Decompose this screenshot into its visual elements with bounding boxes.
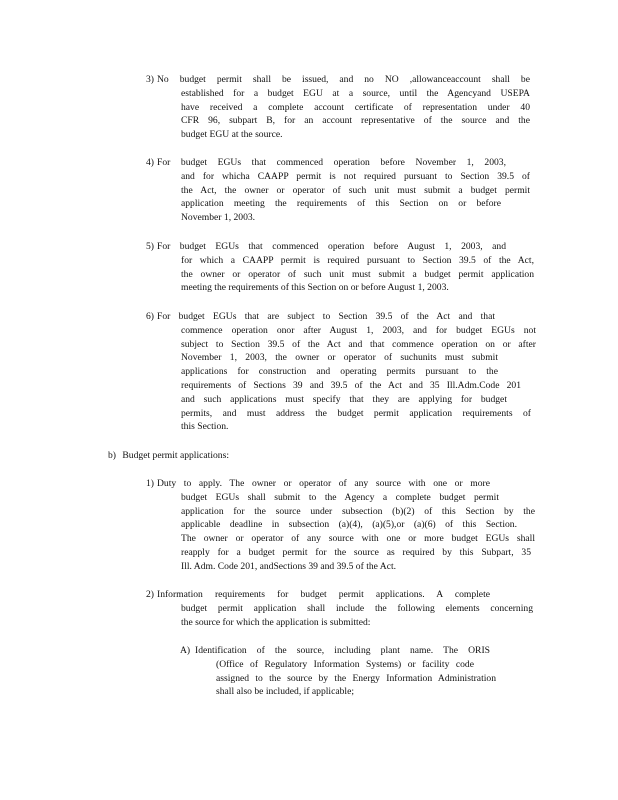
paragraph-line: budget EGU at the source.: [181, 129, 283, 141]
paragraph-a5: [146, 240, 536, 296]
paragraph-line: the source for which the application is submitted:: [181, 616, 371, 628]
item-marker: 3): [146, 74, 154, 85]
paragraph-a6: [146, 310, 538, 436]
paragraph-a3: [146, 73, 530, 143]
paragraph-line: November 1, 2003.: [181, 212, 256, 224]
paragraph-line: the Act, the owner or operator of such unit must submit a budget permit: [181, 184, 530, 196]
paragraph-first-line: Information requirements for budget permit applications. A complete: [157, 589, 490, 600]
paragraph-line: have received a complete account certificate of representation under 40: [181, 101, 530, 113]
paragraph-a4: [146, 156, 530, 226]
paragraph-line: The owner or operator of any source with one or more budget EGUs shall: [181, 533, 535, 545]
paragraph-b2a: [180, 644, 500, 700]
paragraph-b2: [146, 588, 536, 630]
item-marker: 5): [146, 241, 154, 252]
paragraph-first-line: For budget EGUs that commenced operation before August 1, 2003, and: [157, 241, 506, 252]
item-marker: 1): [146, 478, 154, 489]
paragraph-line: application for the source under subsection (b)(2) of this Section by the: [181, 505, 535, 517]
paragraph-line: budget permit application shall include the following elements concerning: [181, 602, 533, 614]
paragraph-line: shall also be included, if applicable;: [216, 686, 354, 698]
paragraph-line: this Section.: [181, 421, 229, 433]
paragraph-first-line: Identification of the source, including plant name. The ORIS: [195, 645, 490, 656]
paragraph-line: and such applications must specify that they are applying for budget: [181, 393, 507, 405]
paragraph-first-line: For budget EGUs that are subject to Section 39.5 of the Act and that: [157, 311, 495, 322]
paragraph-line: application meeting the requirements of this Section on or before: [181, 198, 501, 210]
item-marker: A): [180, 645, 191, 656]
paragraph-line: CFR 96, subpart B, for an account representative of the source and the: [181, 115, 530, 127]
item-marker: 6): [146, 311, 154, 322]
paragraph-first-line: For budget EGUs that commenced operation before November 1, 2003,: [157, 157, 506, 168]
section-title: Budget permit applications:: [122, 450, 229, 461]
paragraph-b1: [146, 477, 536, 575]
paragraph-line: applicable deadline in subsection (a)(4), (a)(5),or (a)(6) of this Section.: [181, 519, 517, 531]
item-marker: 2): [146, 589, 154, 600]
paragraph-line: permits, and must address the budget permit application requirements of: [181, 407, 531, 419]
paragraph-line: for which a CAAPP permit is required pursuant to Section 39.5 of the Act,: [181, 254, 534, 266]
paragraph-line: applications for construction and operating permits pursuant to the: [181, 366, 498, 378]
paragraph-line: November 1, 2003, the owner or operator of suchunits must submit: [181, 352, 498, 364]
paragraph-line: the owner or operator of such unit must submit a budget permit application: [181, 268, 534, 280]
paragraph-first-line: Duty to apply. The owner or operator of any source with one or more: [157, 478, 490, 489]
paragraph-line: and for whicha CAAPP permit is not required pursuant to Section 39.5 of: [181, 170, 530, 182]
paragraph-first-line: No budget permit shall be issued, and no NO ,allowanceaccount shall be: [157, 74, 530, 85]
paragraph-line: subject to Section 39.5 of the Act and that commence operation on or after: [181, 338, 536, 350]
paragraph-line: reapply for a budget permit for the source as required by this Subpart, 35: [181, 546, 531, 558]
paragraph-line: requirements of Sections 39 and 39.5 of the Act and 35 Ill.Adm.Code 201: [181, 379, 521, 391]
paragraph-line: Ill. Adm. Code 201, andSections 39 and 39.5 of the Act.: [181, 560, 397, 572]
section-marker: b): [108, 450, 116, 461]
paragraph-line: (Office of Regulatory Information Systems) or facility code: [216, 658, 474, 670]
item-marker: 4): [146, 157, 154, 168]
paragraph-line: commence operation onor after August 1, 2003, and for budget EGUs not: [181, 324, 536, 336]
paragraph-line: budget EGUs shall submit to the Agency a complete budget permit: [181, 491, 499, 503]
paragraph-line: meeting the requirements of this Section on or before August 1, 2003.: [181, 282, 449, 294]
section-b-heading: [108, 449, 229, 463]
paragraph-line: assigned to the source by the Energy Information Administration: [216, 672, 496, 684]
paragraph-line: established for a budget EGU at a source, until the Agencyand USEPA: [181, 87, 530, 99]
